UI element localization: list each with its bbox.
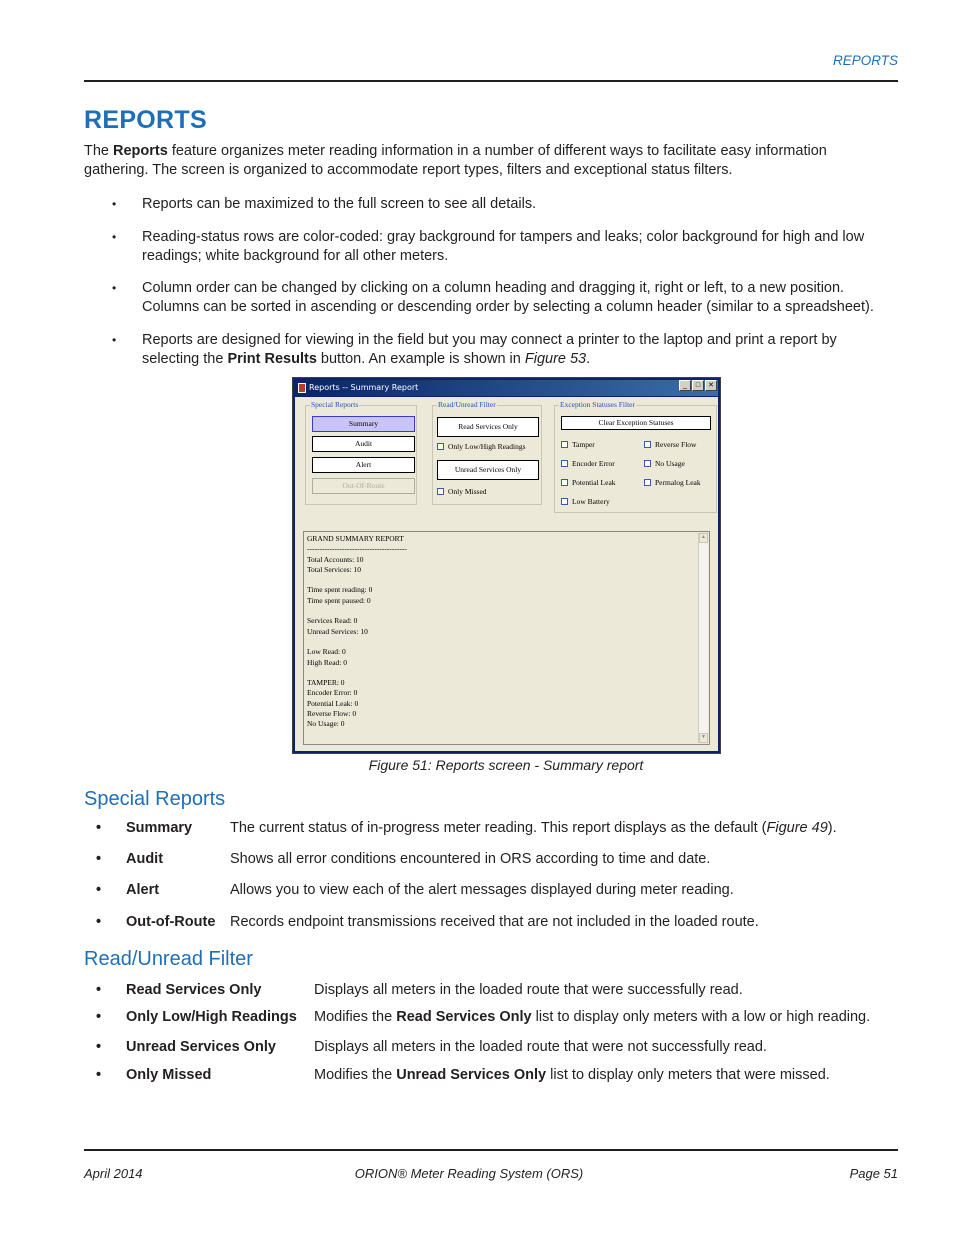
special-reports-heading: Special Reports [84,788,226,810]
intro-bold: Reports [113,143,168,159]
alert-button[interactable]: Alert [312,457,415,473]
checkbox-icon[interactable] [644,441,651,448]
definition-term: Summary [126,820,193,836]
figure-reference[interactable]: Figure 49 [766,820,828,836]
definition-term: Alert [126,882,160,898]
footer-page-number: Page 51 [849,1166,898,1181]
desc-part: Modifies the [314,1067,397,1083]
bullet-dot: • [96,1039,102,1055]
definition-item [96,913,759,932]
definition-term: Unread Services Only [126,1039,276,1055]
definition-item [96,1066,830,1085]
definition-term: Only Low/High Readings [126,1009,297,1025]
definition-desc: Displays all meters in the loaded route that were not successfully read. [314,1039,767,1055]
window-controls [679,380,717,391]
bullet-text: Column order can be changed by clicking on a column heading and dragging it, right or left, to a new position. Columns can be sorted in ascending or descending order by selecting a column header (similar to a spreadsheet). [142,280,874,315]
definition-item [96,819,837,838]
bullet-text [142,331,892,369]
definition-item [96,981,743,1000]
bullet-text: Reports can be maximized to the full screen to see all details. [142,196,537,212]
checkbox-label: Tamper [572,440,595,449]
encoder-error-checkbox[interactable] [561,459,615,468]
definition-term: Read Services Only [126,982,262,998]
only-low-high-checkbox[interactable] [437,442,526,451]
desc-part: The current status of in-progress meter reading. This report displays as the default ( [230,820,767,836]
potential-leak-checkbox[interactable] [561,478,616,487]
group-title: Read/Unread Filter [438,400,496,409]
figure-reference[interactable]: Figure 53 [524,351,587,367]
audit-button[interactable]: Audit [312,436,415,452]
footer-product: ORION® Meter Reading System (ORS) [354,1166,584,1181]
bullet-dot: • [96,1067,102,1083]
bullet-item [112,195,892,214]
checkbox-icon[interactable] [644,479,651,486]
vertical-scrollbar[interactable] [698,533,708,743]
definition-item [96,850,710,869]
exception-statuses-filter-group [554,400,717,513]
definition-desc: Allows you to view each of the alert messages displayed during meter reading. [230,882,734,898]
definition-term: Only Missed [126,1067,212,1083]
desc-bold: Unread Services Only [396,1067,547,1083]
bullet-dot: • [96,882,102,898]
checkbox-icon[interactable] [644,460,651,467]
intro-paragraph [84,142,884,180]
definition-desc [314,1008,870,1027]
read-unread-filter-group [432,400,542,505]
summary-button[interactable]: Summary [312,416,415,432]
checkbox-label: Permalog Leak [655,478,701,487]
bullet-dot: • [112,197,117,211]
read-services-only-button[interactable]: Read Services Only [437,417,539,437]
bullet-item [112,228,892,266]
permalog-leak-checkbox[interactable] [644,478,701,487]
low-battery-checkbox[interactable] [561,497,610,506]
special-reports-group [305,400,417,505]
clear-exception-statuses-button[interactable]: Clear Exception Statuses [561,416,711,430]
intro-text: The [84,143,114,159]
checkbox-label: Only Low/High Readings [448,442,526,451]
minimize-icon[interactable]: _ [679,380,691,391]
checkbox-label: Low Battery [572,497,610,506]
bullet-text-part: button. An example is shown in [316,351,525,367]
footer-rule [84,1149,898,1151]
checkbox-icon[interactable] [561,498,568,505]
definition-item [96,1008,870,1027]
checkbox-label: Encoder Error [572,459,615,468]
bullet-dot: • [112,230,117,244]
no-usage-checkbox[interactable] [644,459,685,468]
desc-part: ). [827,820,837,836]
window-body [295,397,718,751]
checkbox-label: Only Missed [448,487,487,496]
desc-part: list to display only meters with a low or high reading. [531,1009,871,1025]
report-text-area[interactable] [303,531,710,745]
running-header: REPORTS [832,53,898,68]
checkbox-icon[interactable] [561,441,568,448]
app-icon [298,383,306,393]
definition-desc: Shows all error conditions encountered in ORS according to time and date. [230,851,711,867]
bullet-text-bold: Print Results [227,351,317,367]
checkbox-label: No Usage [655,459,685,468]
tamper-checkbox[interactable] [561,440,595,449]
definition-item [96,881,734,900]
checkbox-label: Reverse Flow [655,440,697,449]
bullet-text-part: Reports are designed for viewing in the field but you may connect a printer to the laptop and print a report by selecting the [142,332,837,367]
desc-bold: Read Services Only [396,1009,532,1025]
definition-desc: Displays all meters in the loaded route that were successfully read. [314,982,743,998]
definition-item [96,1038,767,1057]
definition-desc [314,1066,830,1085]
footer-date: April 2014 [84,1166,143,1181]
bullet-dot: • [96,820,102,836]
only-missed-checkbox[interactable] [437,487,487,496]
out-of-route-button[interactable]: Out-Of-Route [312,478,415,494]
bullet-dot: • [112,333,117,347]
bullet-item [112,279,892,317]
checkbox-icon[interactable] [561,479,568,486]
definition-desc: Records endpoint transmissions received that are not included in the loaded route. [230,914,759,930]
bullet-dot: • [96,982,102,998]
bullet-dot: • [96,1009,102,1025]
bullet-dot: • [96,914,102,930]
window-title: Reports -- Summary Report [309,383,419,392]
bullet-dot: • [96,851,102,867]
group-title: Special Reports [311,400,359,409]
definition-term: Audit [126,851,164,867]
page-title: REPORTS [84,106,207,134]
scroll-down-icon[interactable]: ▼ [699,733,708,743]
unread-services-only-button[interactable]: Unread Services Only [437,460,539,480]
definition-term: Out-of-Route [126,914,216,930]
definition-desc [230,819,837,838]
maximize-icon[interactable]: □ [692,380,704,391]
window-title-bar [295,380,718,396]
checkbox-icon[interactable] [561,460,568,467]
bullet-text: Reading-status rows are color-coded: gray background for tampers and leaks; color background for high and low readings; white background for all other meters. [142,229,865,264]
summary-report-text: GRAND SUMMARY REPORT ---------------------------------------- Total Accounts: 10 Total Services: 10 Time spent reading: 0 Time spent paused: 0 Services Read: 0 Unread Services: 10 Low Read: 0 High Read: 0 TAMPER: 0 Encoder Error: 0 Potential Leak: 0 Reverse Flow: 0 No Usage: 0 [307,534,407,729]
read-unread-filter-heading: Read/Unread Filter [84,948,253,970]
intro-text-rest: feature organizes meter reading information in a number of different ways to facilitate easy information gathering. The screen is organized to accommodate report types, filters and exceptional status filters. [84,143,827,178]
bullet-dot: • [112,281,117,295]
scroll-up-icon[interactable]: ▲ [699,533,708,543]
checkbox-label: Potential Leak [572,478,616,487]
group-title: Exception Statuses Filter [560,400,635,409]
desc-part: Modifies the [314,1009,397,1025]
reports-window-screenshot [292,377,721,754]
close-icon[interactable]: ✕ [705,380,717,391]
header-rule [84,80,898,82]
desc-part: list to display only meters that were missed. [546,1067,830,1083]
reverse-flow-checkbox[interactable] [644,440,696,449]
checkbox-icon[interactable] [437,488,444,495]
bullet-text-part: . [586,351,591,367]
figure-caption: Figure 51: Reports screen - Summary report [368,757,644,773]
checkbox-icon[interactable] [437,443,444,450]
bullet-item [112,331,892,369]
